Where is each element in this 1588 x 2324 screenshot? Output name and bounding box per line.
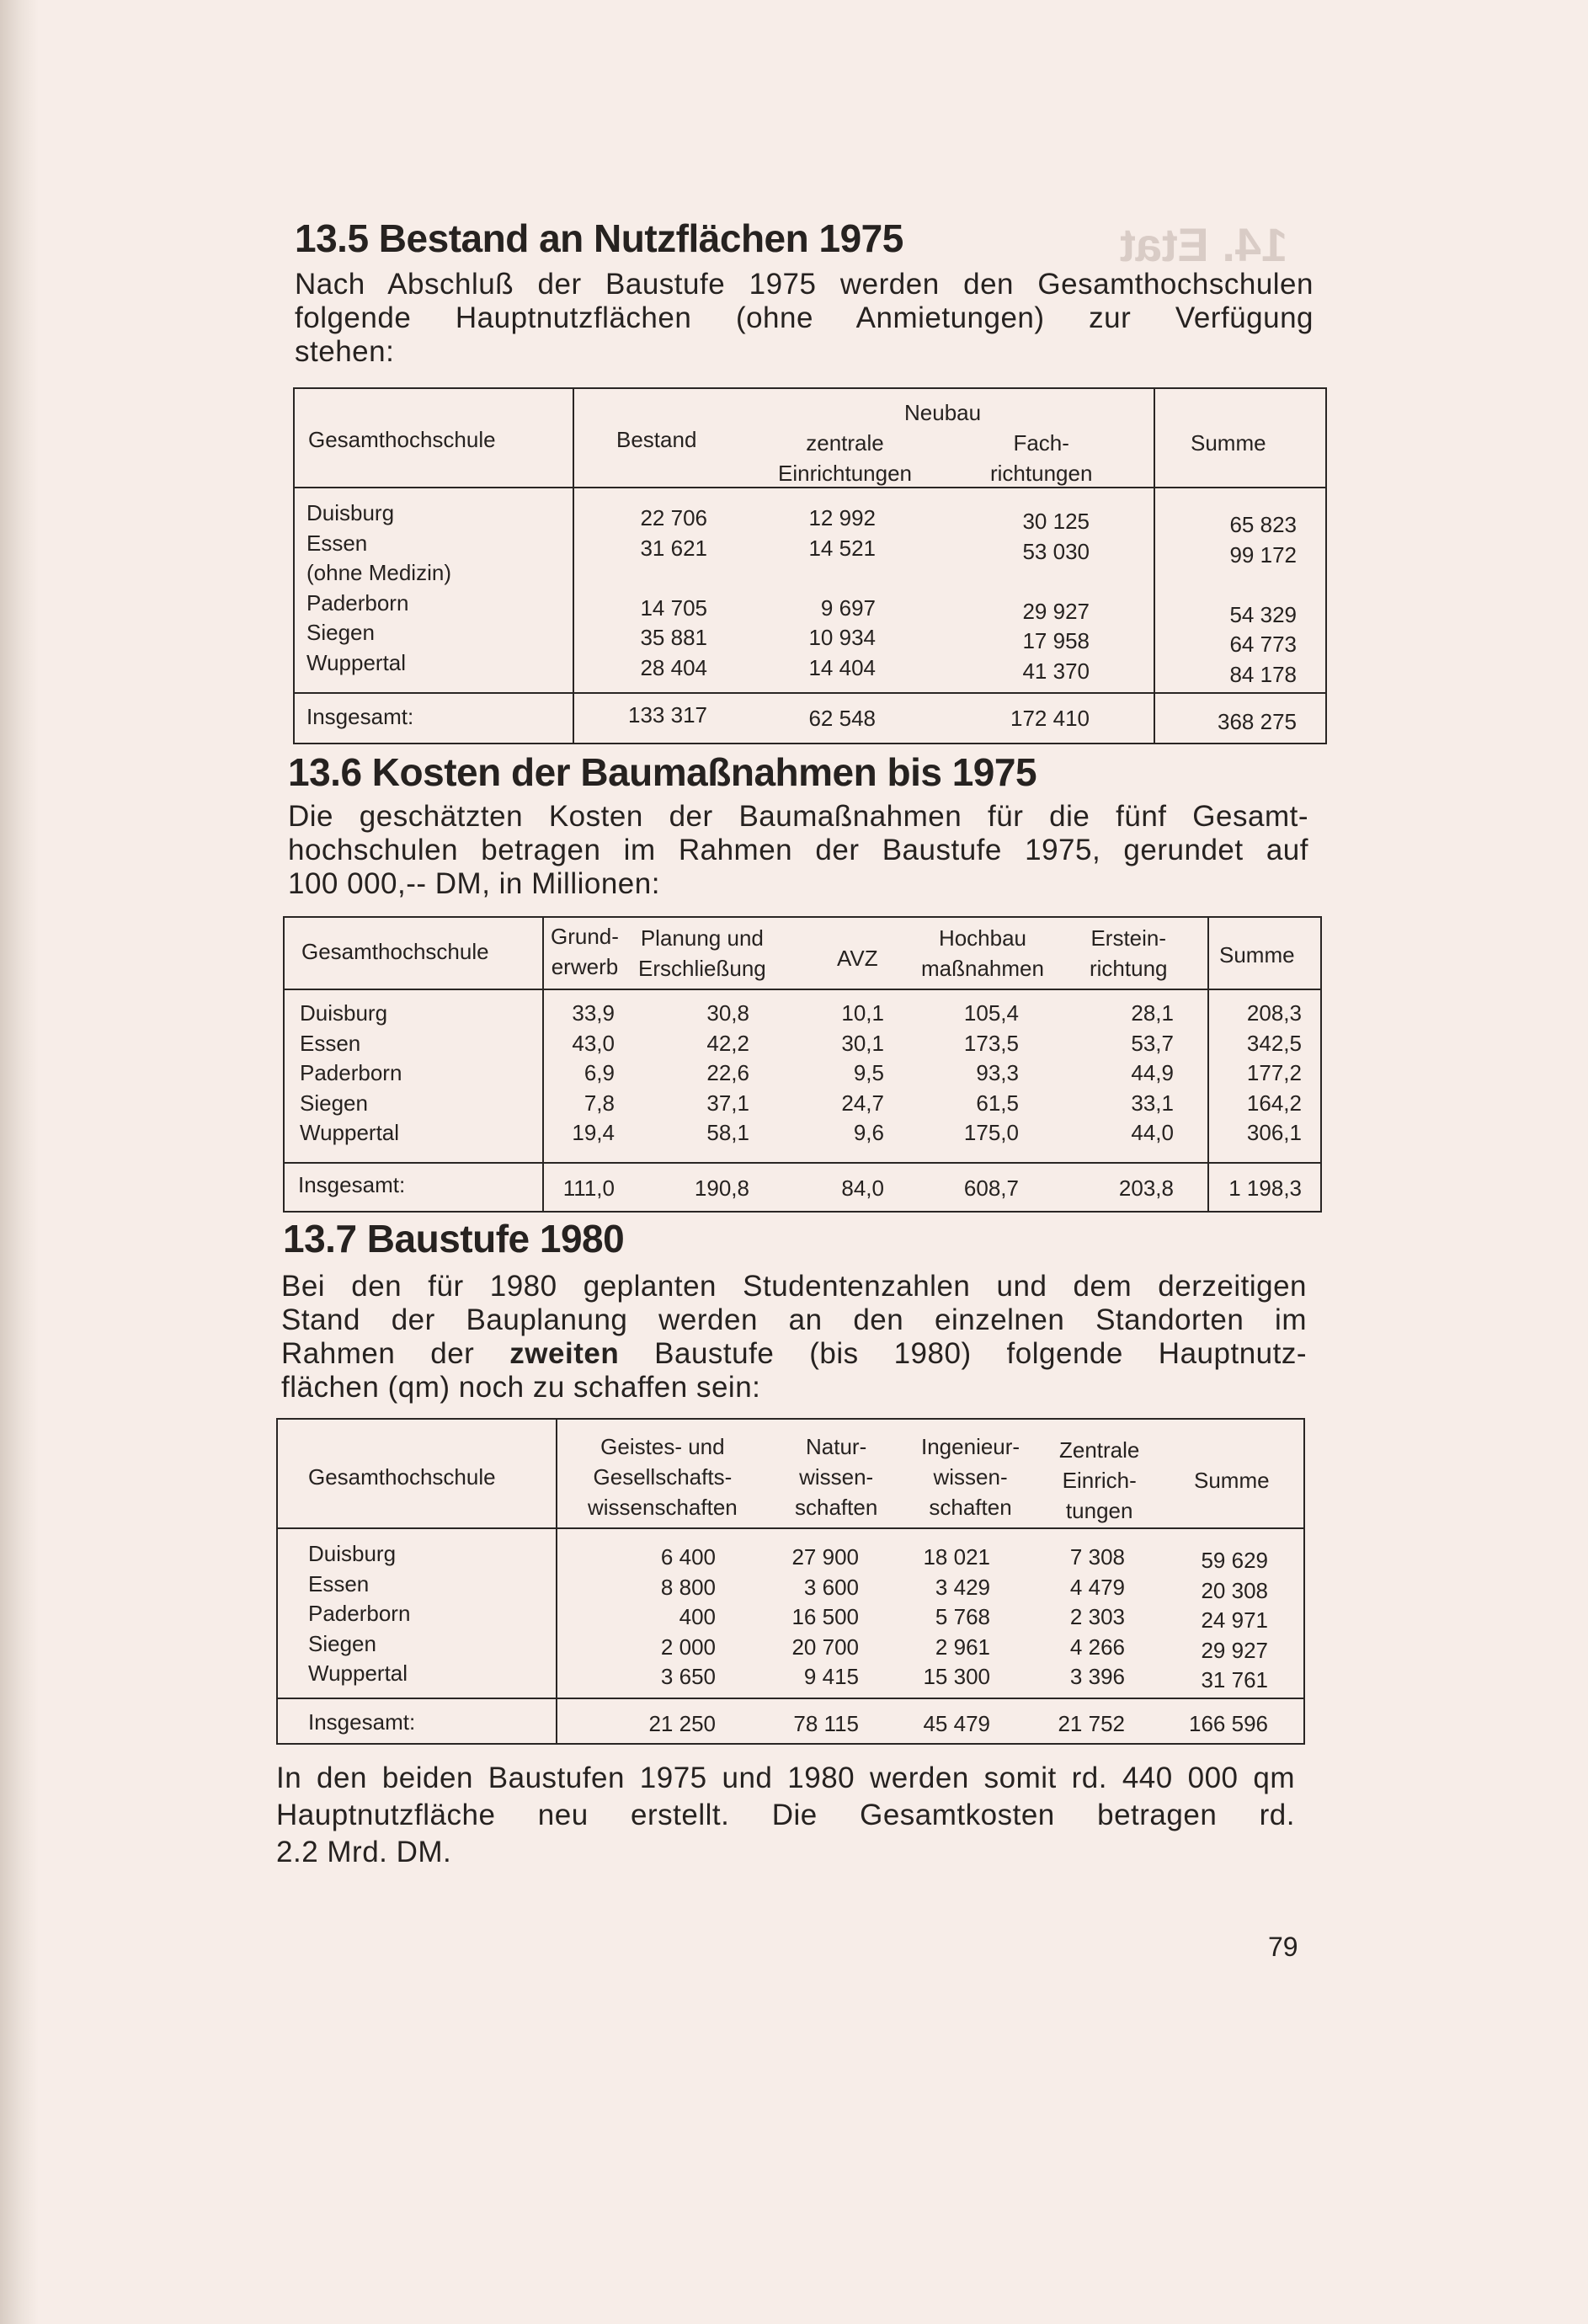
col-natur-values: 27 900 3 600 16 500 20 700 9 415 (791, 1544, 859, 1689)
col-header-natur: Natur- wissen- schaften (795, 1434, 878, 1520)
col-summe-values: 59 629 20 308 24 971 29 927 31 761 (1201, 1548, 1268, 1692)
col-bestand-values: 22 706 31 621 14 705 35 881 28 404 (640, 505, 707, 680)
text-line: 100 000,-- DM, in Millionen: (288, 867, 660, 900)
text-line: Nach Abschluß der Baustufe 1975 werden den Gesamthochschulen (295, 268, 1314, 301)
table-13-6 (283, 916, 1322, 1213)
text-line: flächen (qm) noch zu schaffen sein: (281, 1371, 761, 1404)
row-names: Duisburg Essen Paderborn Siegen Wuppertal (300, 1000, 402, 1145)
text-line: hochschulen betragen im Rahmen der Baustufe 1975, gerundet auf (288, 834, 1308, 866)
total-label: Insgesamt: (306, 704, 414, 729)
section-13-6-title: 13.6 Kosten der Baumaßnahmen bis 1975 (288, 750, 1037, 794)
text-line: Hauptnutzfläche neu erstellt. Die Gesamtkosten betragen rd. (276, 1799, 1295, 1831)
col-planung-values: 30,8 42,2 22,6 37,1 58,1 (706, 1000, 749, 1145)
text-line: Stand der Bauplanung werden an den einzelnen Standorten im (281, 1303, 1307, 1336)
text-line: Bei den für 1980 geplanten Studentenzahlen und dem derzeitigen (281, 1270, 1307, 1303)
total-ersteinrichtung: 203,8 (1118, 1175, 1174, 1201)
total-label: Insgesamt: (308, 1709, 416, 1735)
text-line: Rahmen der zweiten Baustufe (bis 1980) folgende Hauptnutz- (281, 1337, 1308, 1370)
section-13-6-text (288, 800, 1308, 901)
col-header-geistes: Geistes- und Gesellschafts- wissenschaften (588, 1434, 738, 1520)
text-line: Die geschätzten Kosten der Baumaßnahmen für die fünf Gesamt- (288, 800, 1308, 833)
row-names: Duisburg Essen (ohne Medizin) Paderborn Siegen Wuppertal (306, 500, 451, 675)
text-line: 2.2 Mrd. DM. (276, 1836, 452, 1868)
col-ersteinrichtung-values: 28,1 53,7 44,9 33,1 44,0 (1131, 1000, 1174, 1145)
total-bestand: 133 317 (628, 702, 707, 728)
col-header-hochbau: Hochbau maßnahmen (921, 925, 1044, 981)
section-13-7-title: 13.7 Baustufe 1980 (283, 1217, 625, 1261)
total-grunderwerb: 111,0 (562, 1175, 615, 1201)
col-summe-values: 65 823 99 172 54 329 64 773 84 178 (1229, 512, 1297, 687)
bleed-through-heading: 14. Etat (1120, 218, 1288, 271)
col-header-gesamthochschule: Gesamthochschule (308, 427, 496, 452)
col-header-summe: Summe (1219, 942, 1295, 967)
total-hochbau: 608,7 (963, 1175, 1019, 1201)
col-header-zentrale: Zentrale Einrich- tungen (1059, 1437, 1140, 1523)
col-ingenieur-values: 18 021 3 429 5 768 2 961 15 300 (923, 1544, 990, 1689)
col-header-zentrale: zentrale Einrichtungen (778, 430, 912, 486)
text-line: folgende Hauptnutzflächen (ohne Anmietungen) zur Verfügung (295, 301, 1314, 334)
total-summe: 166 596 (1189, 1711, 1268, 1736)
col-header-planung: Planung und Erschließung (638, 925, 766, 981)
col-fach-values: 30 125 53 030 29 927 17 958 41 370 (1022, 509, 1090, 684)
total-avz: 84,0 (841, 1175, 884, 1201)
col-header-gesamthochschule: Gesamthochschule (308, 1464, 496, 1490)
total-fach: 172 410 (1010, 706, 1090, 731)
total-ingenieur: 45 479 (923, 1711, 990, 1736)
table-13-5 (293, 387, 1327, 744)
col-header-gesamthochschule: Gesamthochschule (301, 939, 489, 964)
section-13-5-title: 13.5 Bestand an Nutzflächen 1975 (295, 216, 903, 260)
total-zentrale: 21 752 (1058, 1711, 1125, 1736)
col-summe-values: 208,3 342,5 177,2 164,2 306,1 (1246, 1000, 1302, 1145)
col-header-avz: AVZ (837, 946, 878, 971)
section-13-5-text (295, 268, 1314, 369)
total-geistes: 21 250 (648, 1711, 716, 1736)
total-label: Insgesamt: (298, 1172, 406, 1197)
col-header-grunderwerb: Grund- erwerb (551, 924, 619, 979)
col-header-summe: Summe (1191, 430, 1266, 456)
total-natur: 78 115 (793, 1711, 859, 1736)
col-avz-values: 10,1 30,1 9,5 24,7 9,6 (841, 1000, 884, 1145)
total-planung: 190,8 (694, 1175, 749, 1201)
col-header-ingenieur: Ingenieur- wissen- schaften (921, 1434, 1020, 1520)
col-header-ersteinrichtung: Erstein- richtung (1090, 925, 1168, 981)
col-grunderwerb-values: 33,9 43,0 6,9 7,8 19,4 (572, 1000, 615, 1145)
book-spine-shadow (0, 0, 39, 2324)
table-13-7 (276, 1418, 1305, 1745)
col-zentrale-values: 12 992 14 521 9 697 10 934 14 404 (808, 505, 876, 680)
closing-text (276, 1760, 1295, 1871)
page-number: 79 (1268, 1932, 1298, 1962)
total-summe: 368 275 (1218, 709, 1297, 734)
col-hochbau-values: 105,4 173,5 93,3 61,5 175,0 (963, 1000, 1019, 1145)
col-zentrale-values: 7 308 4 479 2 303 4 266 3 396 (1069, 1544, 1125, 1689)
col-header-neubau: Neubau (904, 400, 982, 425)
row-names: Duisburg Essen Paderborn Siegen Wuppertal (308, 1541, 411, 1686)
section-13-7-text (281, 1270, 1307, 1405)
col-header-fachrichtungen: Fach- richtungen (990, 430, 1093, 486)
text-line: In den beiden Baustufen 1975 und 1980 werden somit rd. 440 000 qm (276, 1762, 1295, 1794)
col-header-bestand: Bestand (616, 427, 697, 452)
total-summe: 1 198,3 (1228, 1175, 1302, 1201)
text-line: stehen: (295, 335, 395, 368)
col-header-summe: Summe (1194, 1468, 1270, 1493)
total-zentrale: 62 548 (808, 706, 876, 731)
col-geistes-values: 6 400 8 800 400 2 000 3 650 (660, 1544, 716, 1689)
